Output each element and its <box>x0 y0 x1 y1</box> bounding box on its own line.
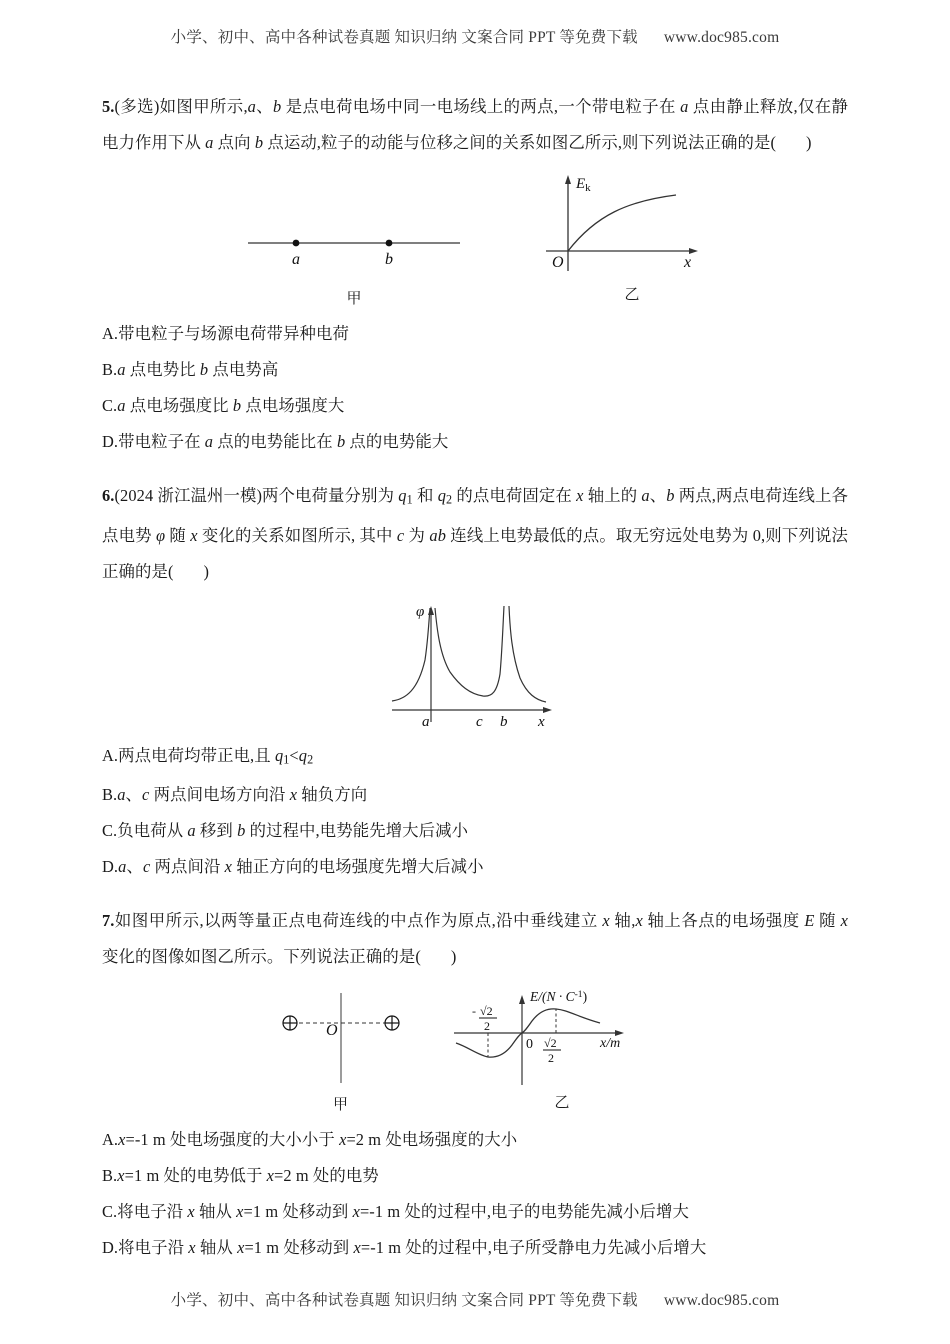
question-5-option-d[interactable]: D.带电粒子在 a 点的电势能比在 b 点的电势能大 <box>102 432 449 451</box>
tick-a-label: a <box>421 713 429 730</box>
tick-pos-denominator: 2 <box>547 1051 554 1066</box>
curve-right-branch <box>509 606 546 702</box>
e-axis-label: $E/(N \cdot C^{-1})$ <box>529 989 587 1005</box>
footer-watermark-url: www.doc985.com <box>663 1292 780 1309</box>
question-7-option-c[interactable]: C.将电子沿 x 轴从 x=1 m 处移动到 x=-1 m 处的过程中,电子的电势能先减小后增大 <box>102 1202 689 1222</box>
question-5 <box>102 89 848 460</box>
figure-7-yi-svg <box>450 985 685 1093</box>
figure-6-phi-x <box>388 600 563 730</box>
figure-5-yi-svg <box>536 171 706 281</box>
point-a-dot <box>293 240 300 247</box>
questions-container <box>102 47 848 1266</box>
question-5-option-c[interactable]: C.a 点电场强度比 b 点电场强度大 <box>102 396 345 415</box>
question-6-option-b[interactable]: B.a、c 两点间电场方向沿 x 轴负方向 <box>102 785 368 805</box>
tick-neg-numerator: √2 <box>479 1004 493 1019</box>
footer-watermark-text: 小学、初中、高中各种试卷真题 知识归纳 文案合同 PPT 等免费下载 <box>170 1292 638 1309</box>
question-5-option-b[interactable]: B.a 点电势比 b 点电势高 <box>102 360 279 379</box>
question-7 <box>102 903 848 1266</box>
e-axis-arrow <box>519 995 525 1004</box>
question-7-option-d[interactable]: D.将电子沿 x 轴从 x=1 m 处移动到 x=-1 m 处的过程中,电子所受静电力先减小后增大 <box>102 1238 707 1258</box>
tick-pos-numerator: √2 <box>543 1036 557 1051</box>
tick-negative-sqrt2-over-2 <box>472 1004 497 1033</box>
header-watermark <box>102 0 848 47</box>
question-7-option-a[interactable]: A.x=-1 m 处电场强度的大小小于 x=2 m 处电场强度的大小 <box>102 1130 518 1150</box>
x-axis-arrow <box>543 707 552 713</box>
origin-label: 0 <box>525 1037 533 1053</box>
point-a-label: a <box>292 251 300 268</box>
question-5-number: 5. <box>102 97 115 116</box>
header-watermark-text: 小学、初中、高中各种试卷真题 知识归纳 文案合同 PPT 等免费下载 <box>170 29 638 46</box>
ek-curve <box>568 195 676 251</box>
question-7-option-b[interactable]: B.x=1 m 处的电势低于 x=2 m 处的电势 <box>102 1166 379 1186</box>
figure-7-yi-caption: 乙 <box>554 1095 570 1112</box>
question-7-figures <box>102 985 848 1114</box>
figure-7-jia-caption: 甲 <box>332 1097 348 1114</box>
question-5-figures <box>102 171 848 308</box>
question-5-option-a[interactable]: A.带电粒子与场源电荷带异种电荷 <box>102 324 350 343</box>
origin-label: O <box>552 254 564 271</box>
question-7-number: 7. <box>102 911 115 931</box>
figure-5-yi-caption: 乙 <box>624 287 640 303</box>
question-6-option-c[interactable]: C.负电荷从 a 移到 b 的过程中,电势能先增大后减小 <box>102 821 469 841</box>
header-watermark-url: www.doc985.com <box>663 29 780 46</box>
figure-5-yi <box>536 171 706 304</box>
figure-5-jia-caption: 甲 <box>346 291 362 307</box>
question-5-tag: (多选) <box>114 97 160 116</box>
figure-7-yi <box>450 985 685 1112</box>
question-6 <box>102 478 848 885</box>
point-b-dot <box>386 240 393 247</box>
y-axis-arrow <box>565 175 571 184</box>
tick-positive-sqrt2-over-2 <box>543 1036 561 1065</box>
footer-watermark <box>0 1288 950 1310</box>
figure-6-svg <box>388 600 563 730</box>
question-6-option-a[interactable]: A.两点电荷均带正电,且 $q_1<q_2$ <box>102 745 314 767</box>
point-b-label: b <box>385 251 393 268</box>
figure-5-jia <box>244 171 464 308</box>
figure-5-jia-svg <box>244 229 464 275</box>
question-6-tag: (2024 浙江温州一模) <box>114 486 263 505</box>
question-5-stem: 5.(多选)如图甲所示,a、b 是点电荷电场中同一电场线上的两点,一个带电粒子在 a 点由静止释放,仅在静电力作用下从 a 点向 b 点运动,粒子的动能与位移之间的关系如图乙所示,则下列说法正确的是( ) <box>102 97 848 152</box>
figure-7-jia <box>266 985 416 1114</box>
x-axis-label: x <box>684 254 692 271</box>
x-axis-label: x/m <box>599 1036 620 1052</box>
x-axis-label: x <box>537 713 545 730</box>
origin-label: O <box>325 1022 338 1040</box>
y-axis-label: $E_k$ <box>576 176 591 194</box>
tick-b-label: b <box>499 713 507 730</box>
tick-neg-sign: - <box>471 1004 476 1019</box>
question-7-stem: 7.如图甲所示,以两等量正点电荷连线的中点作为原点,沿中垂线建立 x 轴,x 轴上各点的电场强度 E 随 x 变化的图像如图乙所示。下列说法正确的是( ) <box>102 911 848 967</box>
phi-axis-arrow <box>428 606 434 615</box>
phi-axis-label: φ <box>415 603 424 620</box>
curve-left-branch <box>392 608 430 701</box>
question-6-option-d[interactable]: D.a、c 两点间沿 x 轴正方向的电场强度先增大后减小 <box>102 857 484 877</box>
question-6-figure <box>102 600 848 730</box>
tick-c-label: c <box>475 713 483 730</box>
tick-neg-denominator: 2 <box>483 1019 490 1034</box>
figure-7-jia-svg <box>266 989 416 1097</box>
question-6-number: 6. <box>102 486 115 505</box>
curve-middle-branch <box>435 606 504 696</box>
question-6-stem: 6.(2024 浙江温州一模)两个电荷量分别为 $q_1$ 和 $q_2$ 的点电荷固定在 x 轴上的 a、b 两点,两点电荷连线上各点电势 φ 随 x 变化的关系如图所示, 其中 c 为 ab 连线上电势最低的点。取无穷远处电势为 0,则下列说法正确的是( ) <box>102 486 849 581</box>
